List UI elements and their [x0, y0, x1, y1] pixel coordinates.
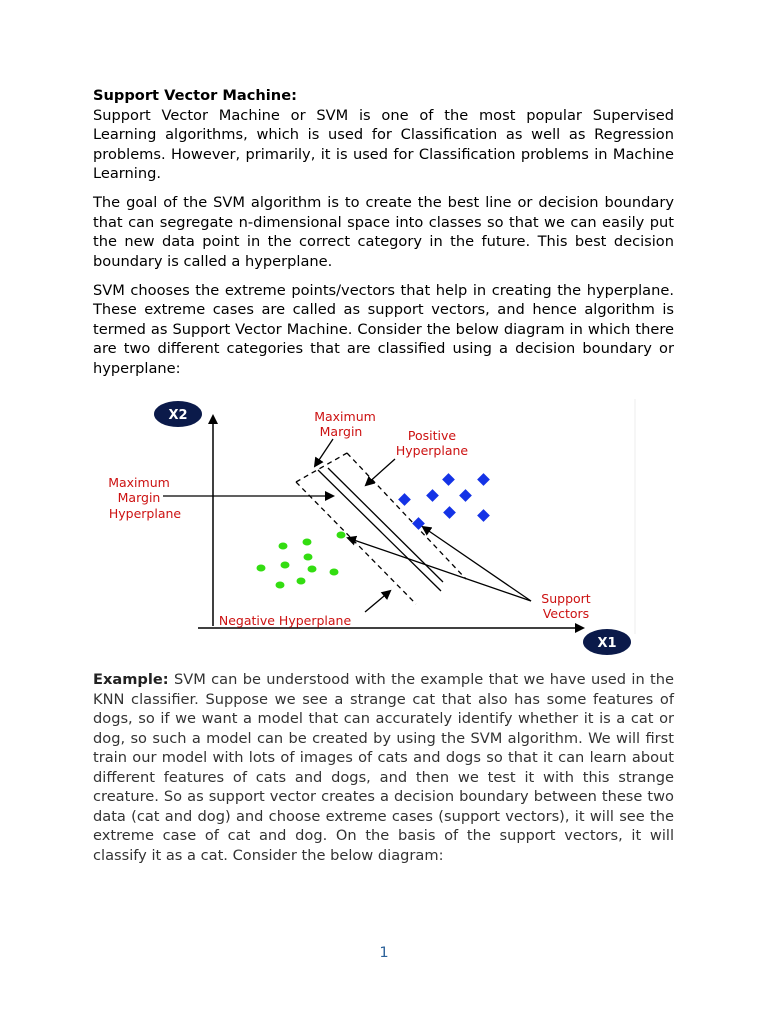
label-support-vectors-2: Vectors	[542, 606, 590, 621]
negative-points	[257, 532, 346, 589]
negative-point	[304, 554, 313, 561]
positive-point	[426, 489, 439, 502]
negative-point	[279, 543, 288, 550]
svm-diagram-svg	[93, 394, 638, 656]
page-number: 1	[379, 944, 389, 961]
label-positive-hyperplane-2: Hyperplane	[395, 443, 469, 458]
label-mm-hyperplane-3: Hyperplane	[108, 506, 182, 521]
example-paragraph	[93, 670, 674, 865]
negative-hyperplane-line	[296, 482, 416, 604]
x2-axis-label: X2	[168, 408, 188, 423]
positive-point	[459, 489, 472, 502]
document-body	[93, 86, 674, 388]
negative-point	[257, 565, 266, 572]
negative-point	[276, 582, 285, 589]
label-mm-hyperplane-1: Maximum	[108, 475, 170, 490]
label-maximum-margin-1: Maximum	[314, 409, 376, 424]
svm-diagram	[93, 394, 638, 656]
arrow-negative-hyperplane	[365, 591, 390, 612]
negative-point	[303, 539, 312, 546]
example-text: SVM can be understood with the example that we have used in the KNN classifier. Suppose we see a strange cat that also has some features of dogs, so if we want a model that can accurately identify whether it is a cat or dog, so such a model can be created by using the SVM algorithm. We will first train our model with lots of images of cats and dogs so that it can learn about different features of cats and dogs, and then we test it with this strange creature. So as support vector creates a decision boundary between these two data (cat and dog) and choose extreme cases (support vectors), it will see the extreme case of cat and dog. On the basis of the support vectors, it will classify it as a cat. Consider the below diagram:	[93, 671, 674, 864]
negative-point	[297, 578, 306, 585]
label-maximum-margin-2: Margin	[319, 424, 363, 439]
negative-point	[308, 566, 317, 573]
positive-point	[443, 506, 456, 519]
negative-point	[281, 562, 290, 569]
positive-point-support-vector	[412, 517, 425, 530]
label-mm-hyperplane-2: Margin	[117, 490, 161, 505]
arrow-support-vector-negative	[348, 538, 531, 601]
paragraph-intro: Support Vector Machine or SVM is one of the most popular Supervised Learning algorithms, which is used for Classification as well as Regression problems. However, primarily, it is used for Classification problems in Machine Learning.	[93, 106, 674, 182]
section-heading: Support Vector Machine:	[93, 87, 297, 104]
x1-axis-label: X1	[597, 636, 617, 651]
positive-point	[477, 509, 490, 522]
x2-axis-badge	[154, 401, 202, 427]
example-label: Example:	[93, 671, 169, 688]
label-support-vectors-1: Support	[541, 591, 591, 606]
paragraph-goal: The goal of the SVM algorithm is to create the best line or decision boundary that can segregate n-dimensional space into classes so that we can easily put the new data point in the correct category in the future. This best decision boundary is called a hyperplane.	[93, 194, 674, 270]
negative-point	[330, 569, 339, 576]
arrow-positive-hyperplane	[366, 459, 395, 485]
negative-point-support-vector	[337, 532, 346, 539]
positive-point	[477, 473, 490, 486]
paragraph-support-vectors: SVM chooses the extreme points/vectors that help in creating the hyperplane. These extreme cases are called as support vectors, and hence algorithm is termed as Support Vector Machine. Consider the below diagram in which there are two different categories that are classified using a decision boundary or hyperplane:	[93, 281, 674, 377]
positive-point	[398, 493, 411, 506]
positive-point	[442, 473, 455, 486]
label-negative-hyperplane: Negative Hyperplane	[218, 613, 352, 628]
example-section	[93, 670, 674, 865]
label-positive-hyperplane-1: Positive	[407, 428, 457, 443]
x1-axis-badge	[583, 629, 631, 655]
